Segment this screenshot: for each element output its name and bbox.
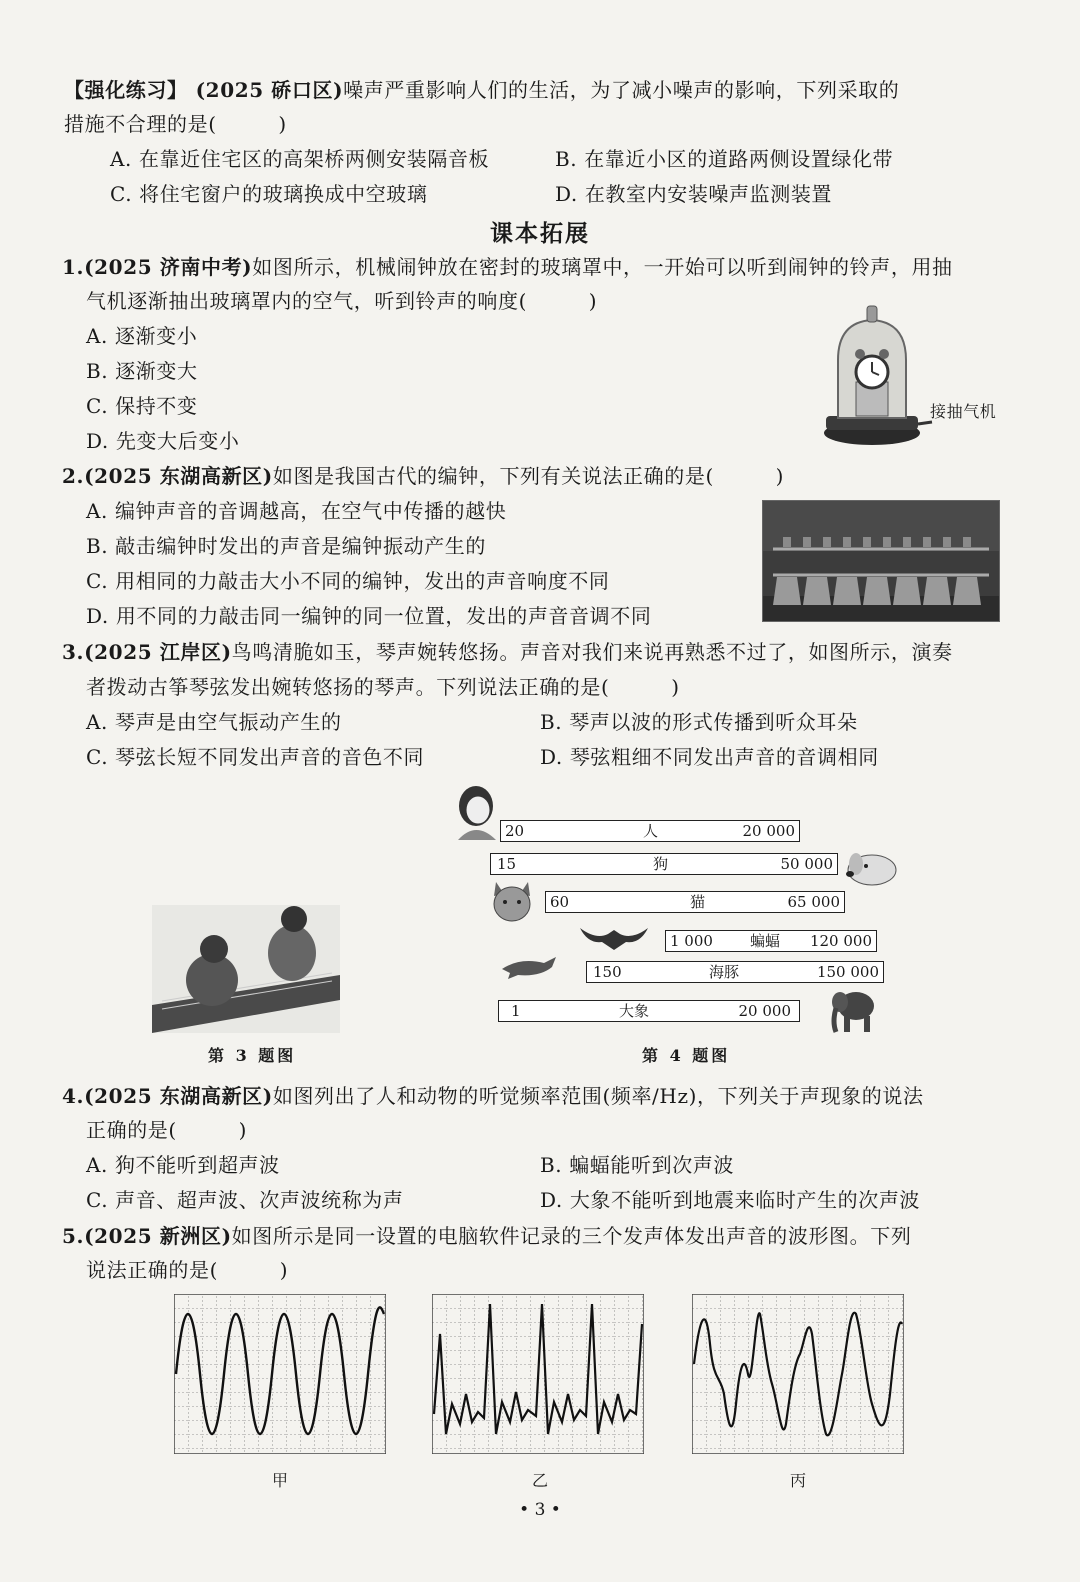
hearing-bar-bat — [665, 930, 877, 952]
q1-option-d: D. 先变大后变小 — [86, 429, 240, 453]
q5-number: 5. — [62, 1224, 85, 1248]
waveform-bing — [692, 1294, 904, 1454]
q5-stem-line1 — [62, 1222, 911, 1250]
q2-option-a: A. 编钟声音的音调越高，在空气中传播的越快 — [86, 499, 507, 523]
q3-stem-text: 鸟鸣清脆如玉，琴声婉转悠扬。声音对我们来说再熟悉不过了，如图所示，演奏 — [231, 640, 953, 664]
q3-source: (2025 江岸区) — [84, 640, 232, 664]
hearing-bar-dog — [490, 853, 838, 875]
bar-low: 1 000 — [670, 932, 713, 950]
bar-low: 60 — [550, 893, 570, 911]
q5-source: (2025 新洲区) — [84, 1224, 232, 1248]
q3-option-b: B. 琴声以波的形式传播到听众耳朵 — [540, 710, 858, 734]
practice-source: (2025 硚口区) — [195, 78, 344, 102]
waveform-label-jia: 甲 — [272, 1471, 289, 1490]
q1-option-a: A. 逐渐变小 — [86, 324, 198, 348]
bar-name: 大象 — [619, 1002, 650, 1020]
fig3-caption: 第 3 题图 — [208, 1046, 297, 1065]
practice-option-a: A. 在靠近住宅区的高架桥两侧安装隔音板 — [110, 147, 490, 171]
bar-high: 20 000 — [742, 822, 795, 840]
bianzhong-photo — [762, 500, 1000, 622]
q4-option-d: D. 大象不能听到地震来临时产生的次声波 — [540, 1188, 921, 1212]
q1-option-b: B. 逐渐变大 — [86, 359, 198, 383]
person-icon — [452, 782, 498, 840]
bar-low: 20 — [505, 822, 525, 840]
q3-number: 3. — [62, 640, 85, 664]
practice-stem-line1 — [64, 76, 899, 104]
q1-stem-text: 如图所示，机械闹钟放在密封的玻璃罩中，一开始可以听到闹钟的铃声，用抽 — [252, 255, 953, 279]
bar-high: 120 000 — [809, 932, 872, 950]
bar-name: 蝙蝠 — [750, 932, 781, 950]
q3-stem-line2: 者拨动古筝琴弦发出婉转悠扬的琴声。下列说法正确的是( ) — [86, 675, 680, 699]
q3-option-c: C. 琴弦长短不同发出声音的音色不同 — [86, 745, 425, 769]
q4-stem-line1 — [62, 1082, 924, 1110]
q4-option-c: C. 声音、超声波、次声波统称为声 — [86, 1188, 404, 1212]
bar-name: 海豚 — [709, 963, 740, 981]
bar-name: 狗 — [653, 855, 669, 873]
q2-option-d: D. 用不同的力敲击同一编钟的同一位置，发出的声音音调不同 — [86, 604, 652, 628]
dolphin-icon — [500, 953, 560, 981]
bar-high: 65 000 — [787, 893, 840, 911]
waveform-yi — [432, 1294, 644, 1454]
elephant-icon — [828, 986, 878, 1036]
hearing-bar-elephant — [498, 1000, 800, 1022]
q4-source: (2025 东湖高新区) — [84, 1084, 273, 1108]
q4-option-a: A. 狗不能听到超声波 — [86, 1153, 280, 1177]
bar-name: 人 — [643, 822, 659, 840]
q3-option-d: D. 琴弦粗细不同发出声音的音调相同 — [540, 745, 879, 769]
q1-number: 1. — [62, 255, 85, 279]
dog-icon — [842, 846, 904, 888]
hearing-bar-human — [500, 820, 800, 842]
guzheng-photo — [152, 905, 340, 1033]
q4-option-b: B. 蝙蝠能听到次声波 — [540, 1153, 735, 1177]
bar-low: 15 — [497, 855, 517, 873]
bar-low: 150 — [593, 963, 622, 981]
hearing-bar-dolphin — [586, 961, 884, 983]
q2-source: (2025 东湖高新区) — [84, 464, 273, 488]
q4-stem-line2: 正确的是( ) — [86, 1118, 248, 1142]
q2-number: 2. — [62, 464, 85, 488]
practice-tag: 【强化练习】 — [64, 78, 188, 102]
practice-stem-line2: 措施不合理的是( ) — [64, 112, 287, 136]
fig4-caption: 第 4 题图 — [642, 1046, 731, 1065]
bar-high: 150 000 — [816, 963, 879, 981]
hearing-bar-cat — [545, 891, 845, 913]
q4-stem-text: 如图列出了人和动物的听觉频率范围(频率/Hz)，下列关于声现象的说法 — [272, 1084, 924, 1108]
q1-source: (2025 济南中考) — [84, 255, 253, 279]
q2-stem — [62, 462, 784, 490]
practice-option-c: C. 将住宅窗户的玻璃换成中空玻璃 — [110, 182, 428, 206]
section-title: 课本拓展 — [490, 220, 590, 247]
q4-number: 4. — [62, 1084, 85, 1108]
bar-high: 50 000 — [780, 855, 833, 873]
q2-option-c: C. 用相同的力敲击大小不同的编钟，发出的声音响度不同 — [86, 569, 610, 593]
practice-option-b: B. 在靠近小区的道路两侧设置绿化带 — [555, 147, 894, 171]
q1-stem-line1 — [62, 253, 953, 281]
waveform-label-bing: 丙 — [790, 1471, 807, 1490]
bat-icon — [578, 920, 650, 952]
q5-stem-line2: 说法正确的是( ) — [86, 1258, 289, 1282]
q1-pump-label: 接抽气机 — [930, 402, 997, 421]
waveform-label-yi: 乙 — [532, 1471, 549, 1490]
q1-stem-line2: 气机逐渐抽出玻璃罩内的空气，听到铃声的响度( ) — [86, 289, 598, 313]
practice-option-d: D. 在教室内安装噪声监测装置 — [555, 182, 833, 206]
page-number: • 3 • — [519, 1500, 561, 1520]
q5-stem-text: 如图所示是同一设置的电脑软件记录的三个发声体发出声音的波形图。下列 — [231, 1224, 912, 1248]
q3-option-a: A. 琴声是由空气振动产生的 — [86, 710, 342, 734]
bell-jar-figure — [820, 300, 935, 450]
q2-stem-text: 如图是我国古代的编钟，下列有关说法正确的是( ) — [272, 464, 785, 488]
q2-option-b: B. 敲击编钟时发出的声音是编钟振动产生的 — [86, 534, 487, 558]
bar-name: 猫 — [690, 893, 706, 911]
practice-stem-text: 噪声严重影响人们的生活，为了减小噪声的影响，下列采取的 — [343, 78, 900, 102]
bar-high: 20 000 — [738, 1002, 791, 1020]
cat-icon — [490, 878, 534, 924]
q1-option-c: C. 保持不变 — [86, 394, 198, 418]
bar-low: 1 — [511, 1002, 521, 1020]
q3-stem-line1 — [62, 638, 953, 666]
waveform-jia — [174, 1294, 386, 1454]
